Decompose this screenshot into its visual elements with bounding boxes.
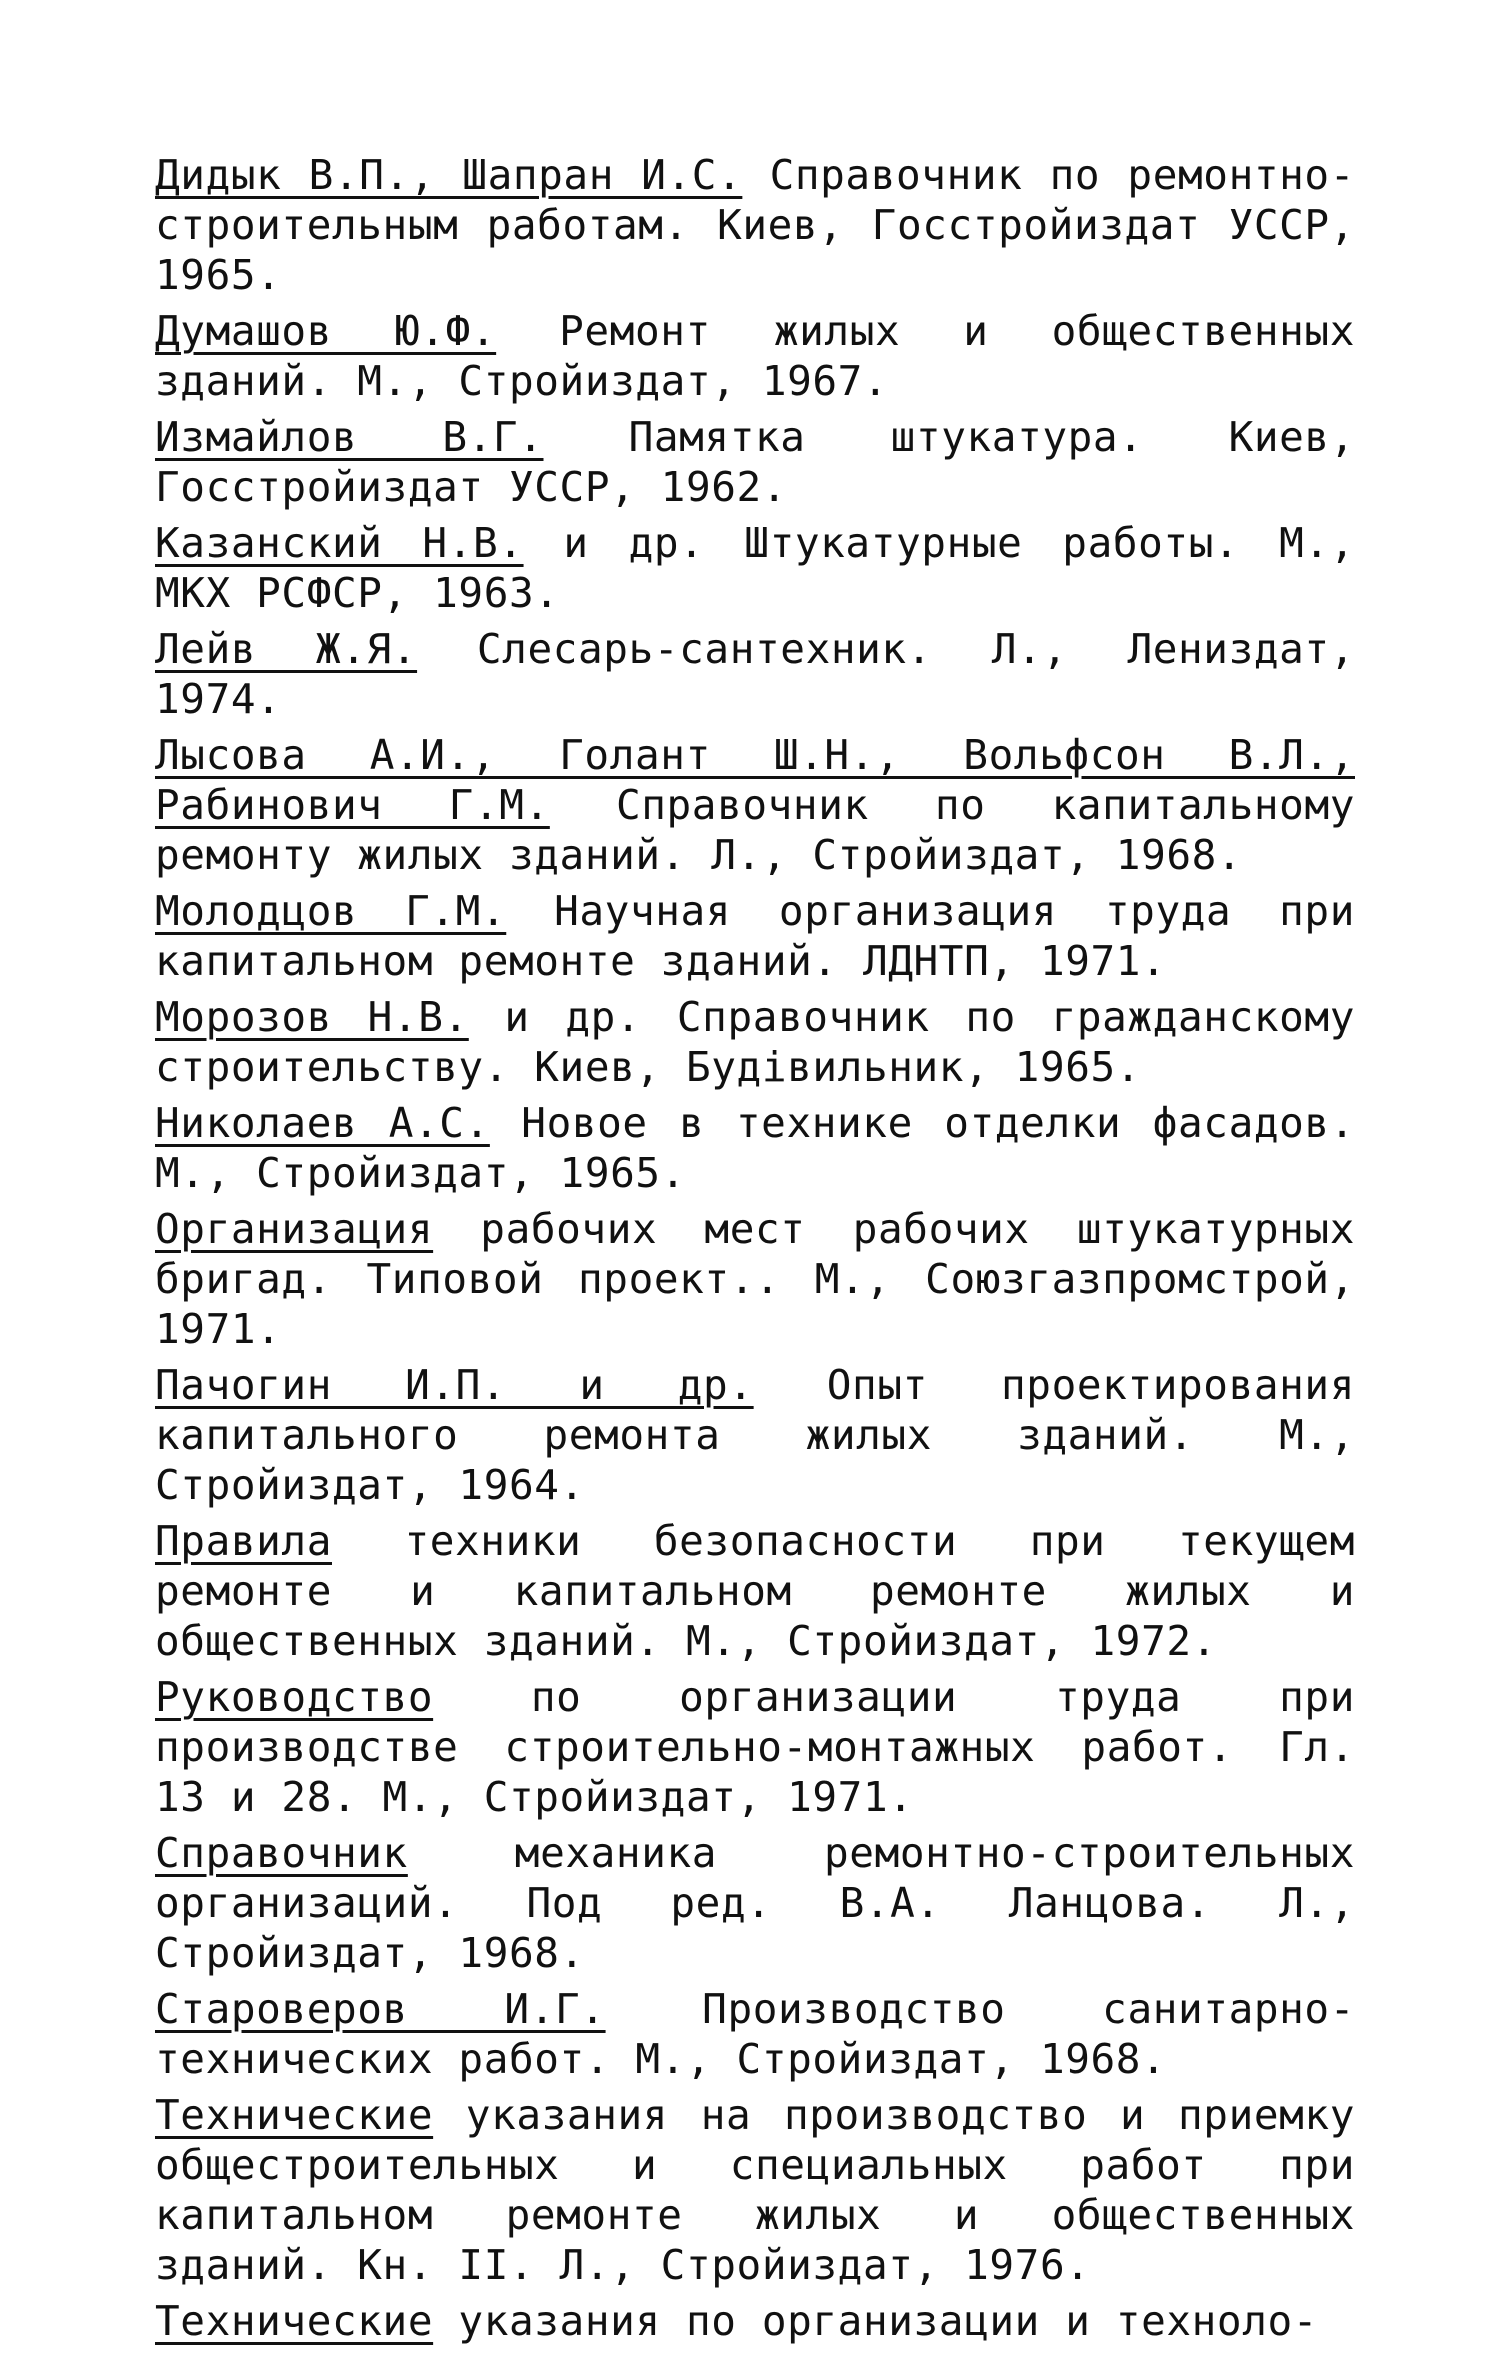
entry-text: Научная организация труда при капитальном ремонте зданий. ЛДНТП, 1971. (155, 887, 1355, 985)
entry-author: Лысова А.И., Голант Ш.Н., Вольфсон В.Л., Рабинович Г.М. (155, 731, 1355, 829)
entry-author: Организация (155, 1205, 434, 1253)
bibliography-entry (155, 2296, 1355, 2346)
entry-author: Думашов Ю.Ф. (155, 307, 497, 355)
entry-author: Измайлов В.Г. (155, 413, 544, 461)
bibliography-entry (155, 1984, 1355, 2084)
entry-text: Справочник по капитальному ремонту жилых зданий. Л., Стройиздат, 1968. (155, 781, 1356, 879)
entry-author: Технические (155, 2091, 434, 2139)
entry-text: Опыт проектирования капитального ремонта жилых зданий. М., Стройиздат, 1964. (155, 1361, 1355, 1509)
entry-author: Пачогин И.П. и др. (155, 1361, 754, 1409)
bibliography-entry (155, 886, 1355, 986)
entry-author: Молодцов Г.М. (155, 887, 507, 935)
entry-text: Памятка штукатура. Киев, Госстройиздат УССР, 1962. (155, 413, 1355, 511)
entry-text: Слесарь-сантехник. Л., Лениздат, 1974. (155, 625, 1355, 723)
entry-author: Дидык В.П., Шапран И.С. (155, 151, 743, 199)
entry-author: Морозов Н.В. (155, 993, 469, 1041)
entry-text: по организации труда при производстве строительно-монтажных работ. Гл. 13 и 28. М., Стройиздат, 1971. (155, 1673, 1355, 1821)
bibliography-entry (155, 1204, 1355, 1354)
bibliography-entry (155, 624, 1355, 724)
bibliography-entry (155, 730, 1355, 880)
bibliography-entry (155, 1360, 1355, 1510)
entry-author: Староверов И.Г. (155, 1985, 606, 2033)
bibliography-page (155, 150, 1355, 2346)
bibliography-entry (155, 1828, 1355, 1978)
bibliography-entry (155, 992, 1355, 1092)
bibliography-entry (155, 150, 1355, 300)
entry-text: и др. Штукатурные работы. М., МКХ РСФСР, 1963. (155, 519, 1355, 617)
bibliography-entry (155, 306, 1355, 406)
bibliography-entry (155, 1098, 1355, 1198)
entry-author: Технические (155, 2297, 434, 2345)
entry-author: Правила (155, 1517, 332, 1565)
entry-text: Ремонт жилых и общественных зданий. М., Стройиздат, 1967. (155, 307, 1355, 405)
entry-author: Лейв Ж.Я. (155, 625, 418, 673)
entry-author: Руководство (155, 1673, 434, 1721)
entry-author: Николаев А.С. (155, 1099, 490, 1147)
entry-text: и др. Справочник по гражданскому строительству. Киев, Будiвильник, 1965. (155, 993, 1355, 1091)
entry-author: Справочник (155, 1829, 408, 1877)
entry-text: Производство санитарно-технических работ. М., Стройиздат, 1968. (155, 1985, 1356, 2083)
bibliography-entry (155, 1672, 1355, 1822)
bibliography-entry (155, 2090, 1355, 2290)
entry-text: Новое в технике отделки фасадов. М., Стройиздат, 1965. (155, 1099, 1356, 1197)
entry-text: указания на производство и приемку общестроительных и специальных работ при капитальном ремонте жилых и общественных зданий. Кн. II. Л., Стройиздат, 1976. (155, 2091, 1355, 2289)
entry-author: Казанский Н.В. (155, 519, 524, 567)
entry-text: механика ремонтно-строительных организаций. Под ред. В.А. Ланцова. Л., Стройиздат, 1968. (155, 1829, 1355, 1977)
entry-text: указания по организации и техноло- (433, 2297, 1319, 2345)
bibliography-entry (155, 1516, 1355, 1666)
entry-text: техники безопасности при текущем ремонте и капитальном ремонте жилых и общественных зданий. М., Стройиздат, 1972. (155, 1517, 1355, 1665)
bibliography-entry (155, 412, 1355, 512)
bibliography-entry (155, 518, 1355, 618)
entry-text: рабочих мест рабочих штукатурных бригад. Типовой проект.. М., Союзгазпромстрой, 1971. (155, 1205, 1355, 1353)
entry-text: Справочник по ремонтно-строительным работам. Киев, Госстройиздат УССР, 1965. (155, 151, 1355, 299)
